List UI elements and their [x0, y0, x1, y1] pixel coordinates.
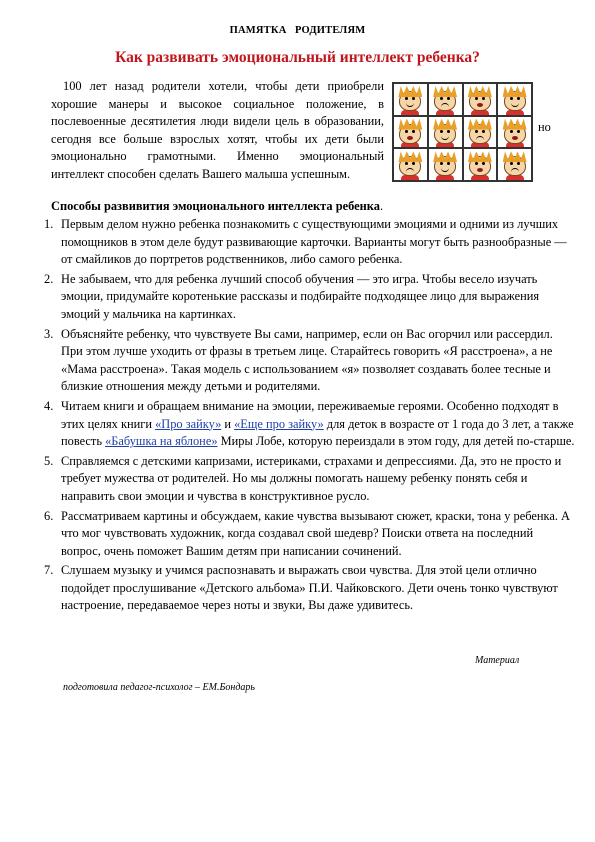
mouth-shape: [477, 168, 483, 172]
emotion-face-cell: [393, 83, 428, 116]
mouth-shape: [511, 168, 519, 172]
emotion-faces-grid-image: [392, 82, 533, 182]
mouth-shape: [511, 103, 519, 107]
eye-shape: [447, 162, 450, 165]
eye-shape: [405, 162, 408, 165]
mouth-shape: [441, 103, 449, 107]
methods-list: [44, 216, 576, 617]
page-title: Как развивать эмоциональный интеллект ребенка?: [115, 49, 480, 66]
method-item-6: [44, 508, 576, 561]
emotion-face-cell: [428, 116, 463, 149]
mouth-shape: [512, 136, 518, 140]
emotion-face-cell: [428, 83, 463, 116]
eye-shape: [412, 130, 415, 133]
method-number: 6.: [44, 508, 54, 523]
mouth-shape: [477, 103, 483, 107]
method-text-part-c: для деток в возрасте от 1 года до 3 лет, а также повесть: [61, 416, 574, 449]
mouth-shape: [441, 136, 449, 140]
emotion-face-cell: [497, 83, 532, 116]
method-text: Слушаем музыку и учимся распознавать и выражать свои чувства. Для этой цели отлично подойдет прослушивание «Детского альбома» П.И. Чайковского. Дети очень тонко чувствуют настроение, передаваемое через ноты и звуки, Вы даже удивитесь.: [61, 563, 558, 613]
method-text: Не забываем, что для ребенка лучший способ обучения — это игра. Чтобы весело изучать эмоции, придумайте коротенькие рассказы и подбирайте подходящее лицо для выражения эмоций у мальчика на картинках.: [61, 271, 540, 321]
emotion-face-cell: [428, 148, 463, 181]
mouth-shape: [406, 168, 414, 172]
eye-shape: [447, 97, 450, 100]
method-text-part-a: Читаем книги и обращаем внимание на эмоции, переживаемые героями. Особенно подходят в этих целях книги: [61, 398, 559, 431]
eye-shape: [405, 97, 408, 100]
intro-text: 100 лет назад родители хотели, чтобы дети приобрели хорошие манеры и высокое социальное положение, в послевоенные десятилетия люди видели цель в образовании, сегодня все больше взрослых хотят, чтобы их дети были эмоционально грамотными. Именно эмоциональный интеллект способен сделать Вашего малыша успешным.: [51, 79, 384, 181]
memo-header: ПАМЯТКА РОДИТЕЛЯМ: [229, 25, 366, 36]
method-text: Первым делом нужно ребенка познакомить с существующими эмоциями и одними из лучших помощников в этом деле будут развивающие карточки. Варианты могут быть разнообразные — от смайликов до портретов родственников, либо самого ребенка.: [61, 217, 567, 267]
eye-shape: [510, 162, 513, 165]
intro-paragraph: [51, 78, 384, 184]
method-item-5: [44, 453, 576, 506]
mouth-shape: [441, 168, 449, 172]
intro-tail-word: но: [538, 120, 551, 134]
eye-shape: [517, 97, 520, 100]
eye-shape: [475, 97, 478, 100]
eye-shape: [447, 130, 450, 133]
mouth-shape: [406, 103, 414, 107]
method-number: 5.: [44, 453, 54, 468]
method-item-4: [44, 398, 576, 451]
mouth-shape: [407, 136, 413, 140]
method-number: 7.: [44, 563, 54, 578]
eye-shape: [405, 130, 408, 133]
book-link-eshche-pro-zaiku[interactable]: «Еще про зайку»: [234, 416, 324, 431]
eye-shape: [412, 162, 415, 165]
emotion-face-cell: [463, 148, 498, 181]
method-text: Объясняйте ребенку, что чувствуете Вы сами, например, если он Вас огорчил или рассердил. При этом лучше уходить от фразы в третьем лице. Старайтесь говорить «Я расстроена», а не «Мама расстроена». Такая модель с использованием «я» позволяет создавать более тесные и близкие отношения между детьми и родителями.: [61, 326, 553, 394]
method-number: 4.: [44, 398, 54, 413]
emotion-face-cell: [497, 148, 532, 181]
methods-heading-period: .: [379, 199, 384, 213]
eye-shape: [475, 162, 478, 165]
eye-shape: [510, 97, 513, 100]
book-link-babushka-na-yablone[interactable]: «Бабушка на яблоне»: [105, 434, 218, 449]
method-item-1: [44, 216, 576, 269]
eye-shape: [517, 162, 520, 165]
methods-heading-text: Способы развивития эмоционального интеллекта ребенка: [51, 199, 380, 213]
method-text: Справляемся с детскими капризами, истериками, страхами и депрессиями. Да, это не просто и требует мужества от родителей. Но мы должны помогать нашему ребенку понять себя и направить свои эмоции и чувства в конструктивное русло.: [61, 453, 562, 503]
method-item-2: [44, 271, 576, 324]
eye-shape: [482, 97, 485, 100]
eye-shape: [440, 97, 443, 100]
method-number: 2.: [44, 271, 54, 286]
book-link-pro-zaiku[interactable]: «Про зайку»: [155, 416, 222, 431]
eye-shape: [482, 162, 485, 165]
method-number: 3.: [44, 326, 54, 341]
emotion-face-cell: [497, 116, 532, 149]
method-item-7: [44, 562, 576, 615]
eye-shape: [440, 130, 443, 133]
method-text-part-b: и: [221, 416, 235, 431]
eye-shape: [510, 130, 513, 133]
emotion-face-cell: [393, 148, 428, 181]
methods-heading: [51, 199, 383, 214]
eye-shape: [440, 162, 443, 165]
mouth-shape: [476, 136, 484, 140]
method-item-3: [44, 326, 576, 396]
emotion-face-cell: [463, 116, 498, 149]
emotion-face-cell: [393, 116, 428, 149]
material-note: Материал: [475, 655, 520, 666]
method-text-part-d: Миры Лобе, которую переиздали в этом году, для детей по-старше.: [217, 434, 575, 449]
author-signature: подготовила педагог-психолог – ЕМ.Бондарь: [63, 682, 255, 693]
method-text: Рассматриваем картины и обсуждаем, какие чувства вызывают сюжет, краски, тона у ребенка. А что мог чувствовать художник, когда создавал свой шедевр? Поиски ответа на последний вопрос, очень поможет Вашим детям при написании сочинений.: [61, 508, 570, 558]
eye-shape: [517, 130, 520, 133]
method-number: 1.: [44, 217, 54, 231]
emotion-face-cell: [463, 83, 498, 116]
eye-shape: [412, 97, 415, 100]
eye-shape: [475, 130, 478, 133]
eye-shape: [482, 130, 485, 133]
